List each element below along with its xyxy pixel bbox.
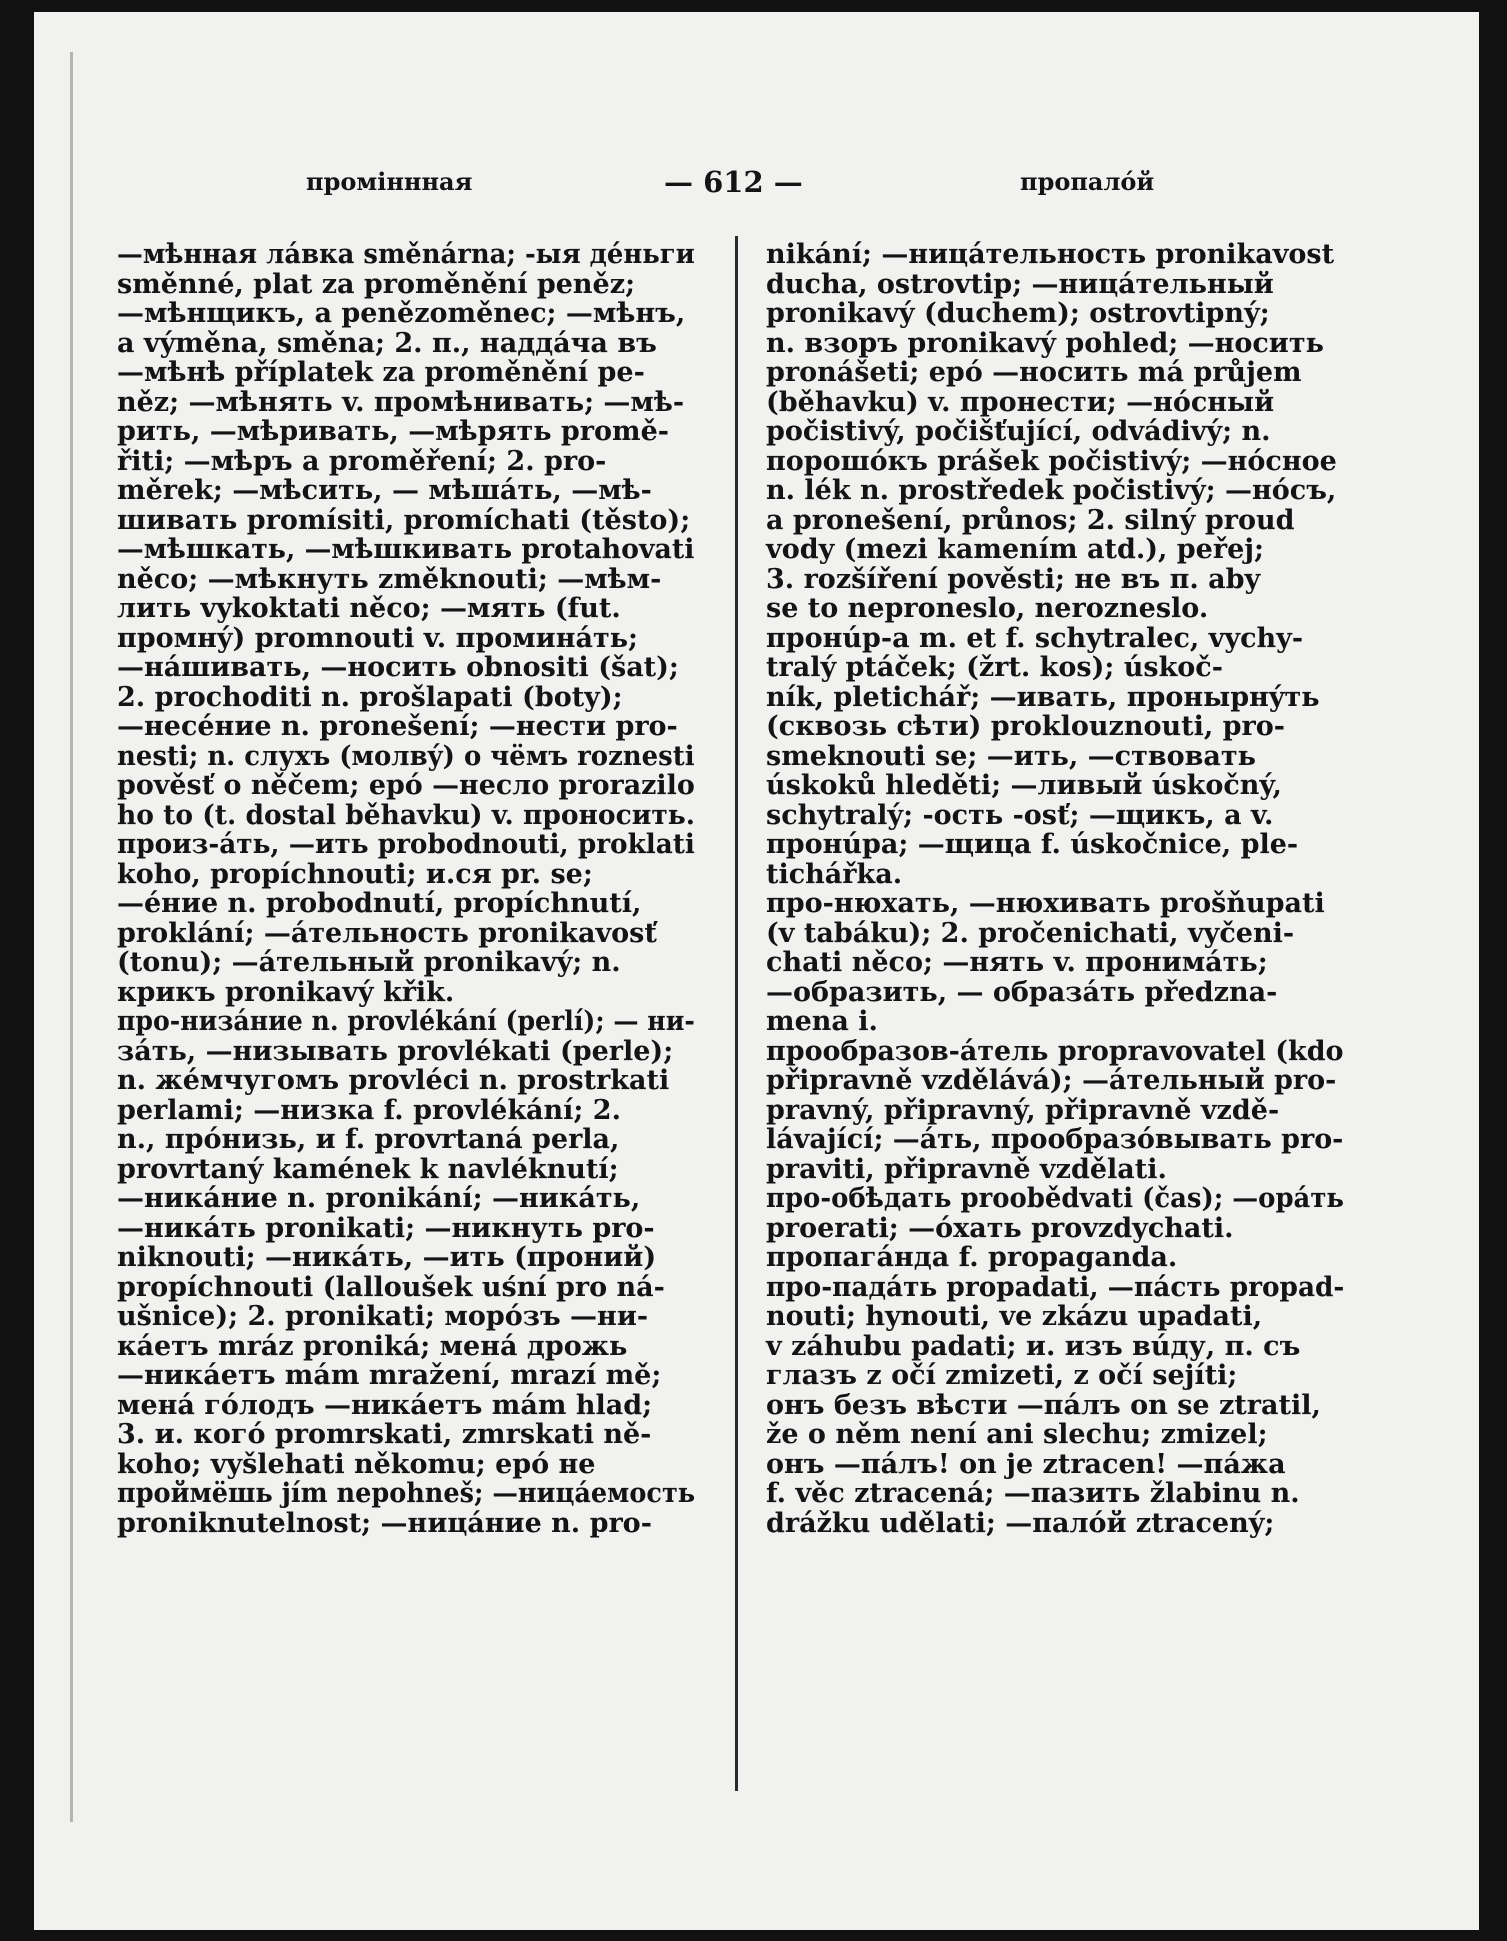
- text-line: pronikavý (duchem); ostrovtipný;: [766, 298, 1270, 329]
- text-line: про-падáть propadati, —пáсть propad-: [766, 1271, 1345, 1303]
- text-line: že o něm není ani slechu; zmizel;: [766, 1419, 1268, 1450]
- text-line: порошóкъ prášek počistivý; —нóсное: [766, 445, 1337, 477]
- text-line: řiti; —мѣръ a proměření; 2. pro-: [117, 445, 607, 477]
- right-running-headword: пропалóй: [1020, 167, 1155, 196]
- text-line: (tonu); —áтельный pronikavý; n.: [117, 947, 621, 978]
- text-line: n. жéмчугомъ provléci n. prostrkati: [117, 1065, 670, 1096]
- text-line: кáетъ mráz proniká; менá дрожь: [117, 1330, 628, 1362]
- text-line: proklání; —áтельность pronikavosť: [117, 917, 657, 949]
- text-line: 2. prochoditi n. prošlapati (boty);: [117, 681, 623, 713]
- text-line: зáть, —низывать provlékati (perle);: [117, 1035, 674, 1067]
- text-line: про-обѣдать proobědvati (čas); —орáть: [766, 1183, 1344, 1214]
- text-line: —никáетъ mám mražení, mrazí mě;: [117, 1360, 662, 1391]
- text-line: něco; —мѣкнуть změknouti; —мѣм-: [117, 563, 662, 595]
- text-line: —мѣнная лáвка směnárna; -ыя дéньги: [117, 239, 695, 270]
- text-line: рить, —мѣривать, —мѣрять promě-: [117, 416, 669, 447]
- text-line: —мѣнѣ příplatek za proměnění pe-: [117, 357, 645, 388]
- text-line: произ-áть, —ить probodnouti, proklati: [117, 829, 695, 860]
- text-line: proniknutelnost; —ницáние n. pro-: [117, 1507, 652, 1539]
- column-divider: [735, 236, 738, 1791]
- text-line: промнý) promnouti v. проминáть;: [117, 622, 638, 654]
- text-line: ník, pletichář; —ивать, пронырнýть: [766, 681, 1320, 713]
- text-line: se to neproneslo, nerozneslo.: [766, 593, 1209, 624]
- dictionary-page: [34, 12, 1479, 1930]
- text-line: proerati; —óхать provzdychati.: [766, 1212, 1234, 1244]
- text-line: пронúр-а m. et f. schytralec, vychy-: [766, 622, 1304, 654]
- text-line: —нáшивать, —носить obnositi (šat);: [117, 652, 679, 683]
- text-line: n. взоръ pronikavý pohled; —носить: [766, 327, 1324, 359]
- text-line: прообразов-áтель propravovatel (kdo: [766, 1035, 1344, 1067]
- text-line: smeknouti se; —ить, —ствовать: [766, 740, 1256, 772]
- page-header: [34, 160, 1479, 204]
- text-line: крикъ pronikavý křik.: [117, 976, 455, 1008]
- left-column: [117, 240, 695, 1538]
- text-line: —несéние n. pronešení; —нести pro-: [117, 711, 678, 742]
- text-line: počistivý, počišťující, odvádivý; n.: [766, 416, 1271, 447]
- text-line: онъ безъ вѣсти —пáлъ on se ztratil,: [766, 1389, 1321, 1421]
- text-line: ducha, ostrovtip; —ницáтельный: [766, 268, 1274, 300]
- text-line: про-нюхать, —нюхивать prošňupati: [766, 888, 1325, 919]
- text-line: nouti; hynouti, ve zkázu upadati,: [766, 1301, 1263, 1332]
- text-line: (běhavku) v. пронести; —нóсный: [766, 386, 1275, 418]
- text-line: koho; vyšlehati někomu; ерó не: [117, 1448, 596, 1480]
- text-line: směnné, plat za proměnění peněz;: [117, 268, 636, 300]
- text-line: v záhubu padati; и. изъ вúду, п. съ: [766, 1330, 1301, 1362]
- text-line: —никáние n. pronikání; —никáть,: [117, 1183, 641, 1214]
- text-line: пропагáнда f. propaganda.: [766, 1242, 1178, 1273]
- text-line: —образить, — образáть předzna-: [766, 976, 1278, 1008]
- text-line: měrek; —мѣсить, — мѣшáть, —мѣ-: [117, 475, 652, 506]
- text-line: a pronešení, průnos; 2. silný proud: [766, 504, 1295, 536]
- text-line: (сквозь сѣти) proklouznouti, pro-: [766, 711, 1285, 742]
- text-line: 3. и. когó promrskati, zmrskati ně-: [117, 1419, 652, 1450]
- page-number: — 612 —: [664, 165, 803, 199]
- text-line: n. lék n. prostředek počistivý; —нóсъ,: [766, 475, 1337, 506]
- text-line: пронúра; —щица f. úskočnice, ple-: [766, 829, 1299, 860]
- text-line: tralý ptáček; (žrt. kos); úskoč-: [766, 652, 1223, 683]
- text-line: schytralý; -ость -osť; —щикъ, a v.: [766, 799, 1274, 831]
- text-line: ušnice); 2. pronikati; морóзъ —ни-: [117, 1301, 649, 1332]
- text-line: —мѣнщикъ, a penězoměnec; —мѣнъ,: [117, 298, 686, 329]
- text-line: лить vykoktati něco; —мять (fut.: [117, 593, 621, 624]
- page-edge-line: [70, 52, 73, 1822]
- text-line: про-низáние n. provlékání (perlí); — ни-: [117, 1006, 695, 1037]
- text-line: n., прóнизь, и f. provrtaná perla,: [117, 1124, 620, 1155]
- text-line: mena i.: [766, 1006, 878, 1037]
- text-line: глазъ z očí zmizeti, z očí sejíti;: [766, 1360, 1238, 1391]
- text-line: проймёшь jím nepohneš; —ницáемость: [117, 1478, 696, 1509]
- text-line: nikání; —ницáтельность pronikavost: [766, 239, 1335, 270]
- text-line: praviti, připravně vzdělati.: [766, 1153, 1167, 1185]
- text-line: připravně vzdělává); —áтельный pro-: [766, 1065, 1337, 1096]
- text-line: a výměna, směna; 2. п., наддáча въ: [117, 327, 657, 359]
- text-line: 3. rozšíření pověsti; не въ п. aby: [766, 563, 1261, 595]
- text-line: propíchnouti (lalloušek uśní pro ná-: [117, 1271, 665, 1303]
- text-line: pověsť o něčem; ерó —несло prorazilo: [117, 770, 695, 801]
- text-line: niknouti; —никáть, —ить (проний): [117, 1242, 657, 1273]
- text-line: koho, propíchnouti; и.ся pr. se;: [117, 858, 593, 890]
- text-line: f. věc ztracená; —пазить žlabinu n.: [766, 1478, 1300, 1509]
- left-running-headword: проміннная: [306, 167, 473, 196]
- text-line: perlami; —низка f. provlékání; 2.: [117, 1094, 621, 1126]
- text-line: —никáть pronikati; —никнуть pro-: [117, 1212, 655, 1244]
- text-line: něz; —мѣнять v. промѣнивать; —мѣ-: [117, 386, 685, 418]
- text-line: —éние n. probodnutí, propíchnutí,: [117, 888, 642, 919]
- text-line: vody (mezi kamením atd.), peřej;: [766, 534, 1264, 565]
- text-line: provrtaný kamének k navléknutí;: [117, 1153, 619, 1185]
- text-line: ho to (t. dostal běhavku) v. проносить.: [117, 799, 695, 831]
- text-line: lávající; —áть, прообразóвывать pro-: [766, 1124, 1344, 1155]
- text-line: tichářka.: [766, 858, 903, 890]
- right-column: [766, 240, 1344, 1538]
- text-line: —мѣшкать, —мѣшкивать protahovati: [117, 534, 695, 565]
- text-line: pravný, připravný, připravně vzdě-: [766, 1094, 1280, 1126]
- text-line: pronášeti; ерó —носить má průjem: [766, 357, 1302, 388]
- text-line: nesti; n. слухъ (молвý) о чёмъ roznesti: [117, 740, 695, 772]
- text-line: шивать promísiti, promíchati (těsto);: [117, 504, 691, 536]
- text-line: drážku udělati; —палóй ztracený;: [766, 1507, 1275, 1539]
- text-line: менá гóлодъ —никáетъ mám hlad;: [117, 1389, 653, 1421]
- text-line: (v tabáku); 2. pročenichati, vyčeni-: [766, 917, 1295, 949]
- text-line: онъ —пáлъ! on je ztracen! —пáжа: [766, 1448, 1286, 1480]
- text-line: chati něco; —нять v. пронимáть;: [766, 947, 1268, 978]
- text-line: úskoků hleděti; —ливый úskočný,: [766, 770, 1282, 801]
